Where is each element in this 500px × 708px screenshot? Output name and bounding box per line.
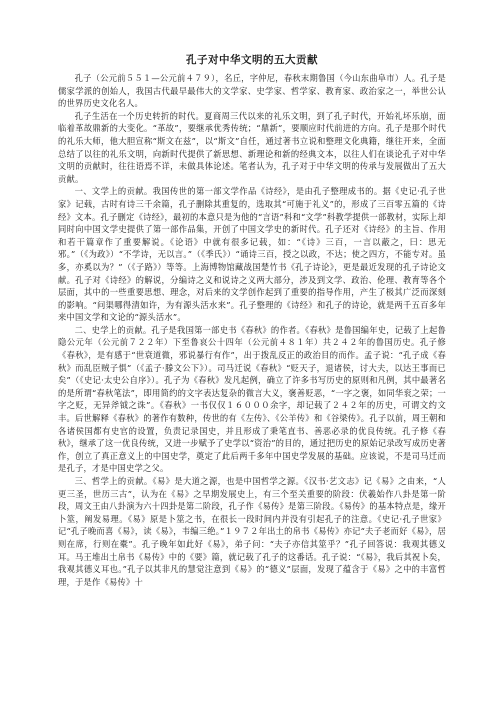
- document-title: 孔子对中华文明的五大贡献: [186, 54, 318, 66]
- paragraph-intro: 孔子（公元前５５１—公元前４７９），名丘，字仲尼，春秋末期鲁国（今山东曲阜市）人。孔子是儒家学派的创始人，我国古代最早最伟大的文学家、史学家、哲学家、教育家、政治家之一，举世公认的世界历史文化名人。: [58, 73, 446, 109]
- paragraph-history: 二、史学上的贡献。孔子是我国第一部史书《春秋》的作者。《春秋》是鲁国编年史，记载了上起鲁隐公元年（公元前７２２年）下至鲁哀公十四年（公元前４８１年）共２４２年的鲁国历史。孔子修《春秋》，是有感于“世衰道微，邪说暴行有作”，出于拨乱反正的政治目的而作。孟子说：“孔子成《春秋》而乱臣贼子惧”（《孟子·滕文公下》）。司马迁说《春秋》“贬天子，退诸侯，讨大夫，以达王事而已矣”（《史记·太史公自序》）。孔子为《春秋》发凡起例，确立了许多书写历史的原则和凡例，其中最著名的是所谓“春秋笔法”，即用简约的文字表达复杂的微言大义，褒善贬恶，“一字之褒，如同华衮之荣；一字之贬，无异斧钺之诛”。《春秋》一书仅仅１６０００余字，却记载了２４２年的历史，可谓文约文丰。后世解释《春秋》的著作有数种，传世的有《左传》、《公羊传》和《谷梁传》。孔子以前，周王朝和各诸侯国都有史官的设置，负责记录国史，并且形成了秉笔直书、善恶必录的优良传统。孔子修《春秋》，继承了这一优良传统，又进一步赋予了史学以“资治”的目的，通过把历史的原始记录改写成历史著作，创立了真正意义上的中国史学，奠定了此后两千多年中国史学发展的基础。应该说，不是司马迁而是孔子，才是中国史学之父。: [58, 324, 446, 474]
- paragraph-literature: 一、文学上的贡献。我国传世的第一部文学作品《诗经》，是由孔子整理成书的。据《史记·孔子世家》记载，古时有诗三千余篇，孔子删除其重复的，选取其“可施于礼义”的，形成了三百零五篇的《诗经》文本。孔子删定《诗经》，最初的本意只是为他的“言语”科和“文学”科教学提供一部教材，实际上却同时向中国文学史提供了第一部作品集，开创了中国文学史的新时代。孔子还对《诗经》的主旨、作用和若干篇章作了重要解说。《论语》中就有很多记载，如：“《诗》三百，一言以蔽之，曰：思无邪。”（《为政》）“不学诗，无以言。”（《季氏》）“诵诗三百，授之以政，不达；使之四方，不能专对。虽多，亦奚以为？”（《子路》）等等。上海博物馆藏战国楚竹书《孔子诗论》，更是最近发现的孔子诗论文献。孔子对《诗经》的解说，分编诗之义和说诗之义两大部分，涉及到文学、政治、伦理、教育等各个层面，其中的一些重要思想、理念，对后来的文学创作起到了重要的指导作用，产生了极其广泛而深刻的影响。“问渠哪得清如许，为有源头活水来”。孔子整理的《诗经》和孔子的诗论，就是两千五百多年来中国文学和文论的“源头活水”。: [58, 186, 446, 323]
- document-body: [58, 72, 446, 588]
- paragraph-background: 孔子生活在一个历史转折的时代。夏商周三代以来的礼乐文明，到了孔子时代，开始礼坏乐崩，面临着革故鼎新的大变化。“革故”，要继承优秀传统；“鼎新”，要顺应时代前进的方向。孔子是那个时代的礼乐大师，他大胆宣称“斯文在兹”，以“斯文”自任，通过著书立说和整理文化典籍，继往开来，全面总结了以往的礼乐文明，向新时代提供了新思想、新理论和新的经典文本，以往人们在谈论孔子对中华文明的贡献时，往往语焉不详，未做具体论述。笔者认为，孔子对于中华文明的传承与发展做出了五大贡献。: [58, 110, 446, 184]
- paragraph-philosophy: 三、哲学上的贡献。《易》是大道之源，也是中国哲学之源。《汉书·艺文志》记《易》之由来，“人更三圣，世历三古”，认为在《易》之早期发展史上，有三个至关重要的阶段：伏羲始作八卦是第一阶段，周文王由八卦演为六十四卦是第二阶段，孔子作《易传》是第三阶段。《易传》的基本特点是，缘开卜筮，阐发易理。《易》原是卜筮之书，在很长一段时间内并没有引起孔子的注意。《史记·孔子世家》记“孔子晚而喜《易》，读《易》，韦编三绝。”１９７２年出土的帛书《易传》亦记“夫子老而好《易》，居则在席，行则在橐”。孔子晚年如此好《易》，弟子问：“夫子亦信其筮乎？”孔子回答说：我观其德义耳。马王堆出土帛书《易传》中的《要》篇，就记载了孔子的这番话。孔子说：“《易》，我后其祝卜矣，我观其德义耳也。”孔子以其非凡的慧觉注意到《易》的“德义”层面，发现了蕴含于《易》之中的丰富哲理，于是作《易传》十: [58, 476, 446, 587]
